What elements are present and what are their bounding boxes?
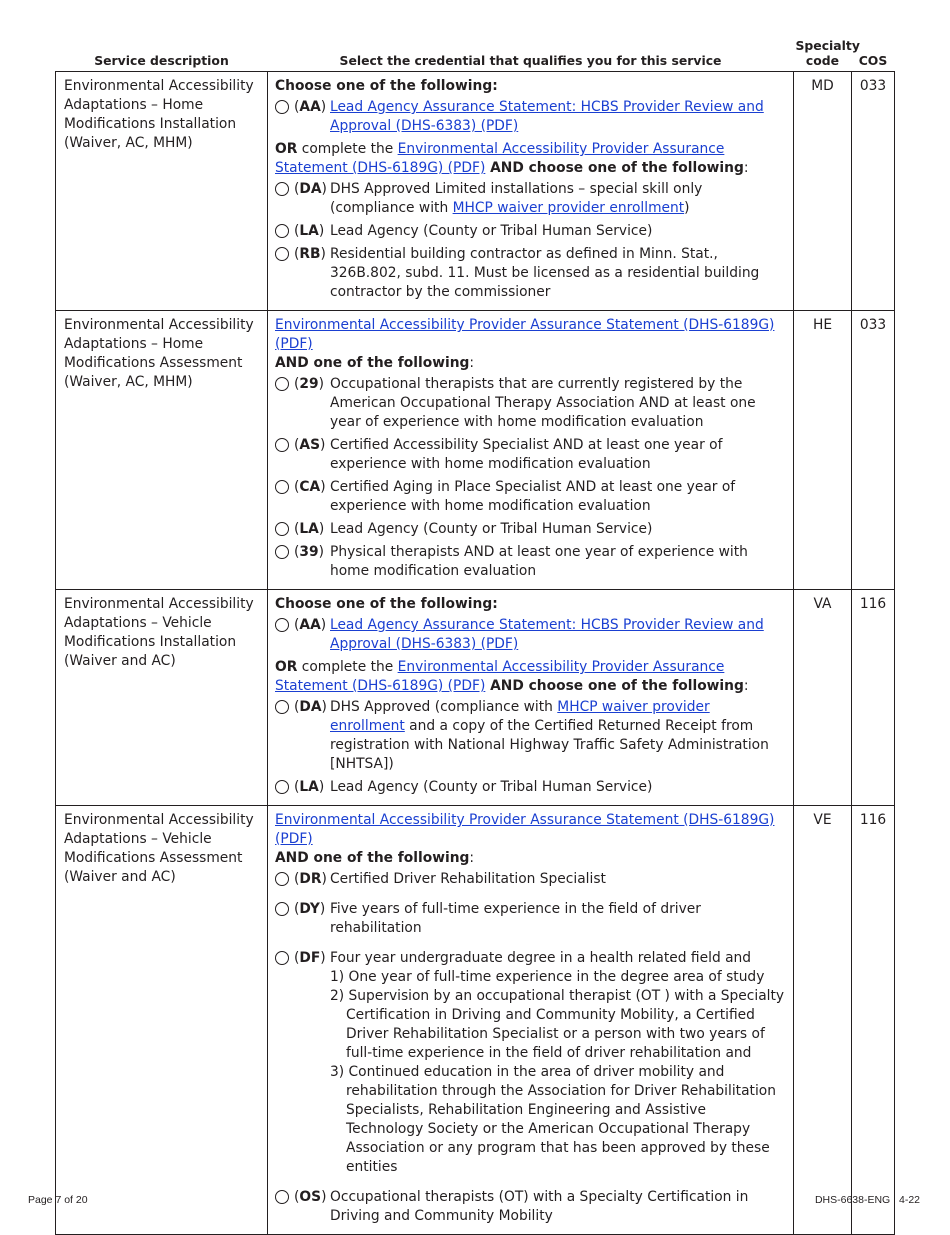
service-description: Environmental Accessibility Adaptations – Home Modifications Assessment (Waiver, AC, MHM) (56, 311, 268, 590)
radio-button[interactable] (275, 545, 289, 559)
link-dhs-6189g[interactable]: Environmental Accessibility Provider Assurance Statement (DHS-6189G) (PDF) (275, 317, 775, 352)
radio-button[interactable] (275, 902, 289, 916)
service-description: Environmental Accessibility Adaptations – Vehicle Modifications Assessment (Waiver and AC) (56, 806, 268, 1235)
credential-cell (268, 590, 794, 806)
radio-button[interactable] (275, 182, 289, 196)
option-29: (29) Occupational therapists that are currently registered by the American Occupational Therapy Association AND at least one year of experience with home modification evaluation (275, 375, 787, 432)
or-paragraph: OR complete the Environmental Accessibility Provider Assurance Statement (DHS-6189G) (PDF) AND choose one of the following: (275, 141, 749, 176)
list-item: 2) Supervision by an occupational therapist (OT ) with a Specialty Certification in Driving and Community Mobility, a Certified Driver Rehabilitation Specialist or a person with two years of full-time experience in the field of driver rehabilitation and (330, 988, 785, 1061)
header-specialty-code: Specialty code (794, 38, 852, 72)
option-aa: (AA) Lead Agency Assurance Statement: HCBS Provider Review and Approval (DHS-6383) (PDF) (275, 98, 787, 136)
option-os: (OS) Occupational therapists (OT) with a Specialty Certification in Driving and Community Mobility (275, 1188, 787, 1226)
option-39: (39) Physical therapists AND at least one year of experience with home modification evaluation (275, 543, 787, 581)
choose-heading: Choose one of the following: (275, 78, 498, 94)
radio-button[interactable] (275, 377, 289, 391)
cos-value: 033 (852, 72, 895, 311)
and-one-heading: AND one of the following: (275, 355, 475, 371)
option-dr: (DR) Certified Driver Rehabilitation Specialist (275, 870, 787, 889)
option-la: (LA) Lead Agency (County or Tribal Human Service) (275, 520, 787, 539)
radio-button[interactable] (275, 1190, 289, 1204)
header-row (56, 38, 895, 72)
link-mhcp-enrollment[interactable]: MHCP waiver provider enrollment (330, 699, 710, 734)
radio-button[interactable] (275, 872, 289, 886)
option-dy: (DY) Five years of full-time experience in the field of driver rehabilitation (275, 900, 787, 938)
option-da: (DA) DHS Approved (compliance with MHCP waiver provider enrollment and a copy of the Certified Returned Receipt from registration with National Highway Traffic Safety Administration [NHTSA]) (275, 698, 787, 774)
radio-button[interactable] (275, 247, 289, 261)
cos-value: 116 (852, 590, 895, 806)
table-row (56, 590, 895, 806)
credential-cell (268, 311, 794, 590)
table-row (56, 72, 895, 311)
credentials-table (55, 38, 895, 1235)
option-ca: (CA) Certified Aging in Place Specialist AND at least one year of experience with home modification evaluation (275, 478, 787, 516)
specialty-code: MD (794, 72, 852, 311)
option-df: (DF) Four year undergraduate degree in a health related field and 1) One year of full-time experience in the degree area of study 2) Supervision by an occupational therapist (OT ) with a Specialty Certification in Driving and Community Mobility, a Certified Driver Rehabilitation Specialist or a person with two years of full-time experience in the field of driver rehabilitation and 3) Continued education in the area of driver mobility and rehabilitation through the Association for Driver Rehabilitation Specialists, Rehabilitation Engineering and Assistive Technology Society or the American Occupational Therapy Association or any program that has been approved by these entities (275, 949, 787, 1177)
link-dhs-6383[interactable]: Lead Agency Assurance Statement: HCBS Provider Review and Approval (DHS-6383) (PDF) (330, 99, 764, 134)
and-one-heading: AND one of the following: (275, 850, 475, 866)
list-item: 3) Continued education in the area of driver mobility and rehabilitation through the Association for Driver Rehabilitation Specialists, Rehabilitation Engineering and Assistive Technology Society or the American Occupational Therapy Association or any program that has been approved by these entities (330, 1064, 776, 1175)
radio-button[interactable] (275, 951, 289, 965)
or-paragraph: OR complete the Environmental Accessibility Provider Assurance Statement (DHS-6189G) (PDF) AND choose one of the following: (275, 659, 749, 694)
credential-cell (268, 72, 794, 311)
option-as: (AS) Certified Accessibility Specialist AND at least one year of experience with home modification evaluation (275, 436, 787, 474)
link-dhs-6383[interactable]: Lead Agency Assurance Statement: HCBS Provider Review and Approval (DHS-6383) (PDF) (330, 617, 764, 652)
choose-heading: Choose one of the following: (275, 596, 498, 612)
radio-button[interactable] (275, 700, 289, 714)
radio-button[interactable] (275, 618, 289, 632)
table-row (56, 806, 895, 1235)
credential-cell (268, 806, 794, 1235)
radio-button[interactable] (275, 780, 289, 794)
specialty-code: VE (794, 806, 852, 1235)
specialty-code: VA (794, 590, 852, 806)
form-id: DHS-6638-ENG 4-22 (814, 1194, 920, 1206)
service-description: Environmental Accessibility Adaptations – Home Modifications Installation (Waiver, AC, MHM) (56, 72, 268, 311)
option-la: (LA) Lead Agency (County or Tribal Human Service) (275, 778, 787, 797)
option-da: (DA) DHS Approved Limited installations – special skill only (compliance with MHCP waiver provider enrollment) (275, 180, 787, 218)
cos-value: 033 (852, 311, 895, 590)
link-dhs-6189g[interactable]: Environmental Accessibility Provider Assurance Statement (DHS-6189G) (PDF) (275, 141, 725, 176)
radio-button[interactable] (275, 522, 289, 536)
radio-button[interactable] (275, 224, 289, 238)
radio-button[interactable] (275, 438, 289, 452)
specialty-code: HE (794, 311, 852, 590)
header-cos: COS (852, 38, 895, 72)
radio-button[interactable] (275, 480, 289, 494)
service-description: Environmental Accessibility Adaptations – Vehicle Modifications Installation (Waiver and AC) (56, 590, 268, 806)
option-aa: (AA) Lead Agency Assurance Statement: HCBS Provider Review and Approval (DHS-6383) (PDF) (275, 616, 787, 654)
option-la: (LA) Lead Agency (County or Tribal Human Service) (275, 222, 787, 241)
header-credential: Select the credential that qualifies you for this service (268, 38, 794, 72)
list-item: 1) One year of full-time experience in the degree area of study (330, 969, 765, 985)
header-service: Service description (56, 38, 268, 72)
link-mhcp-enrollment[interactable]: MHCP waiver provider enrollment (452, 200, 685, 216)
link-dhs-6189g[interactable]: Environmental Accessibility Provider Assurance Statement (DHS-6189G) (PDF) (275, 812, 775, 847)
link-dhs-6189g[interactable]: Environmental Accessibility Provider Assurance Statement (DHS-6189G) (PDF) (275, 659, 725, 694)
radio-button[interactable] (275, 100, 289, 114)
page-number: Page 7 of 20 (28, 1194, 88, 1206)
cos-value: 116 (852, 806, 895, 1235)
option-rb: (RB) Residential building contractor as defined in Minn. Stat., 326B.802, subd. 11. Must be licensed as a residential building contractor by the commissioner (275, 245, 787, 302)
table-row (56, 311, 895, 590)
